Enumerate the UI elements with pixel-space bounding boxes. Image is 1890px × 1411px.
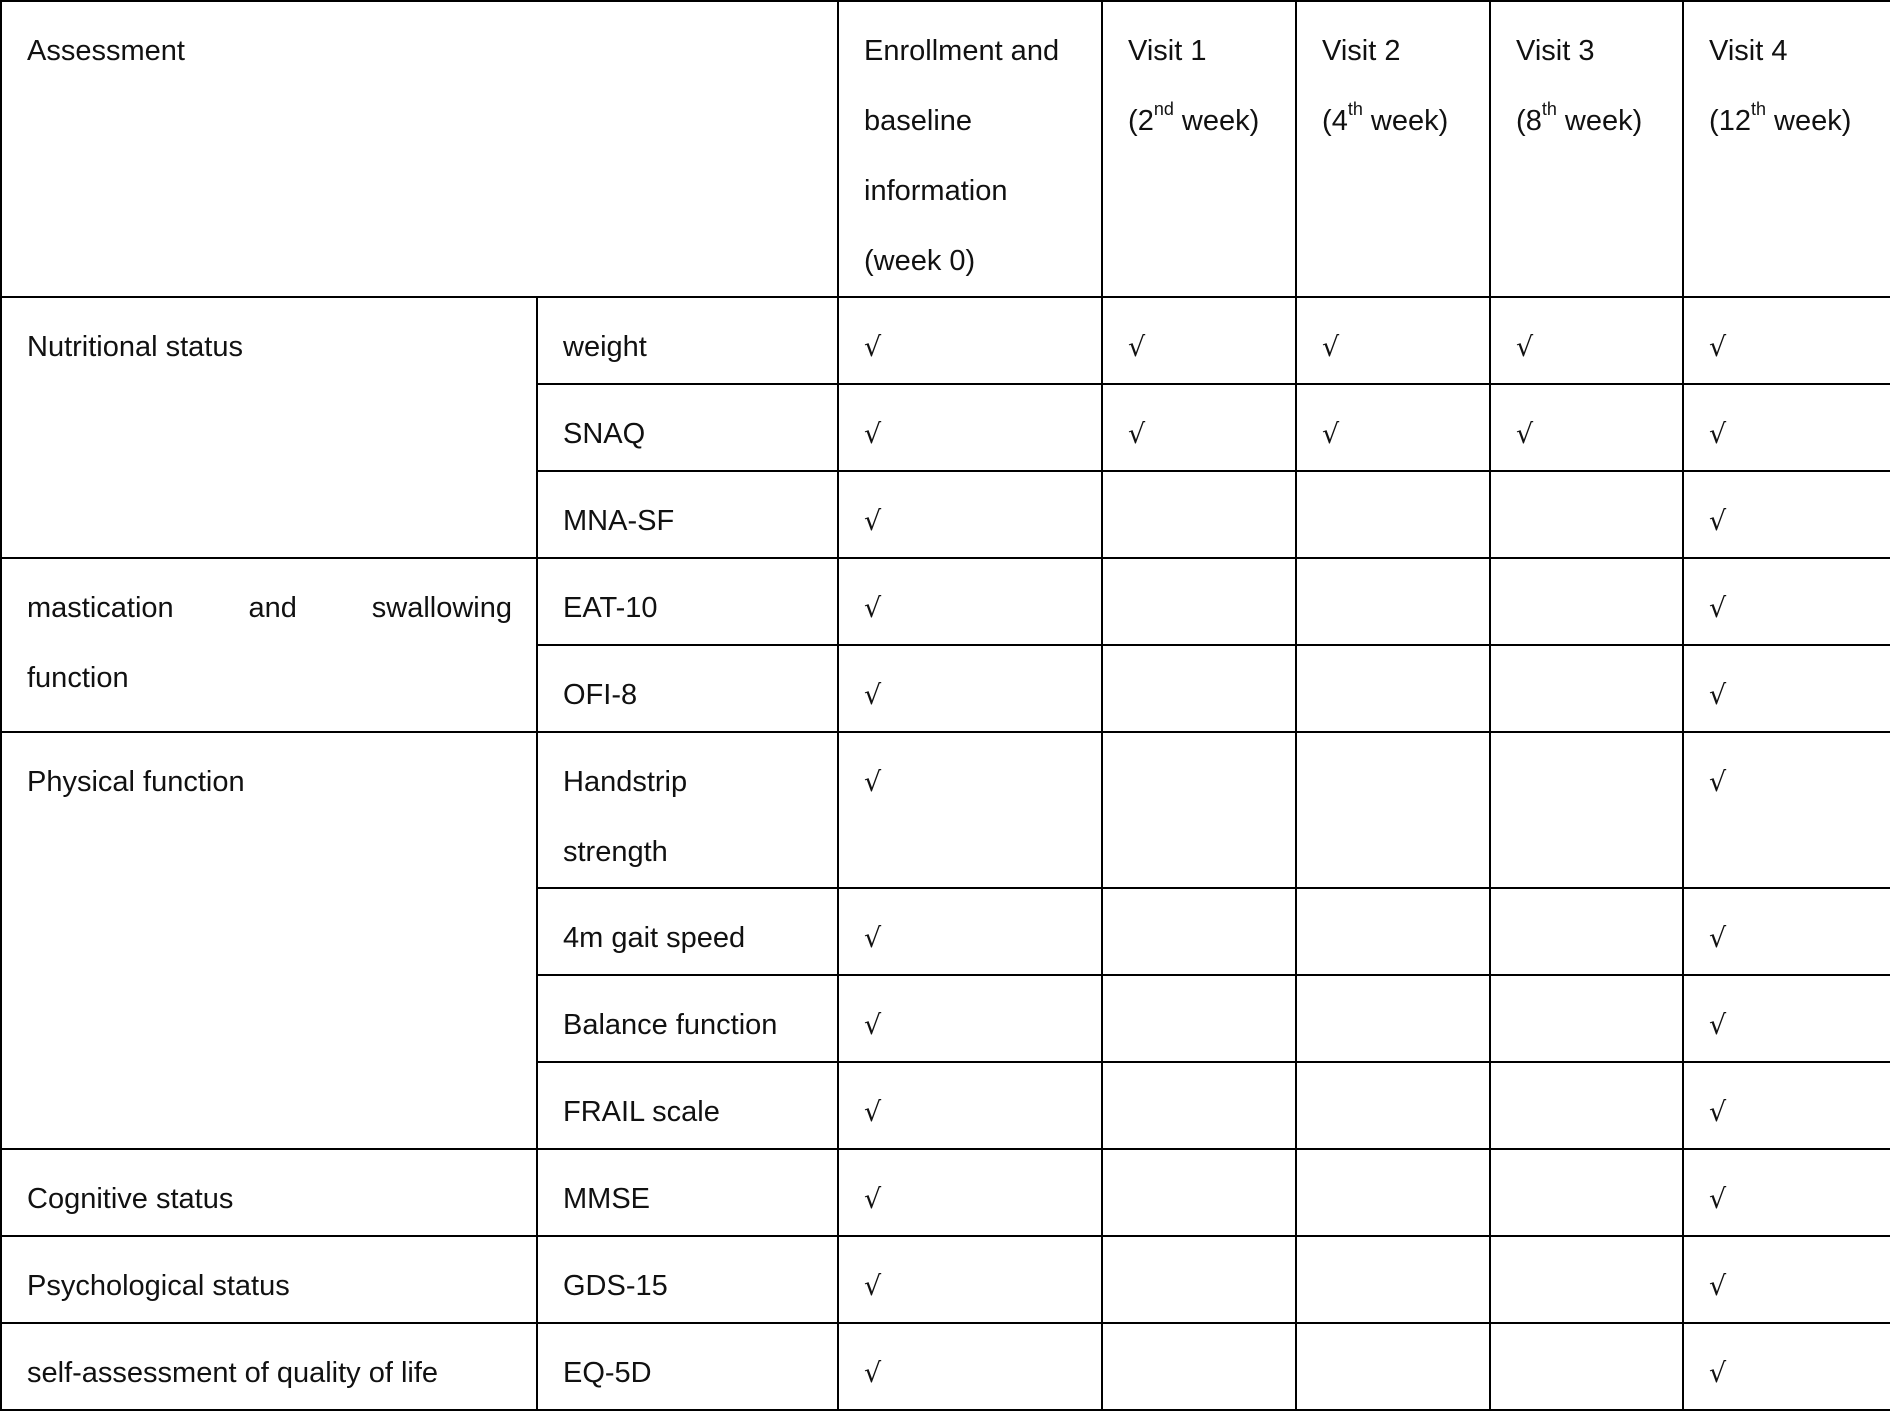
check-mark <box>838 1236 1102 1323</box>
check-mark <box>1683 645 1890 732</box>
empty-cell <box>1296 1149 1490 1236</box>
check-mark <box>1490 297 1683 384</box>
empty-cell <box>1102 1236 1296 1323</box>
check-mark <box>838 975 1102 1062</box>
check-mark-glyph: √ <box>1709 1010 1727 1041</box>
check-mark <box>1102 384 1296 471</box>
check-mark-glyph: √ <box>864 332 882 363</box>
empty-cell <box>1490 1236 1683 1323</box>
check-mark-glyph: √ <box>1128 332 1146 363</box>
empty-cell <box>1102 732 1296 888</box>
header-row <box>1 1 1890 297</box>
check-mark <box>838 558 1102 645</box>
empty-cell <box>1102 1062 1296 1149</box>
empty-cell <box>1296 975 1490 1062</box>
check-mark <box>838 471 1102 558</box>
category-cell: Physical function <box>1 732 537 1149</box>
category-cell: mastication and swallowing function <box>1 558 537 732</box>
check-mark-glyph: √ <box>1709 506 1727 537</box>
empty-cell <box>1296 1323 1490 1410</box>
empty-cell <box>1102 1323 1296 1410</box>
table-row <box>1 1149 1890 1236</box>
table-row <box>1 1323 1890 1410</box>
check-mark-glyph: √ <box>864 419 882 450</box>
table-row <box>1 1236 1890 1323</box>
check-mark <box>838 1062 1102 1149</box>
item-cell: GDS-15 <box>537 1236 838 1323</box>
check-mark <box>1683 384 1890 471</box>
check-mark-glyph: √ <box>1709 1097 1727 1128</box>
check-mark-glyph: √ <box>864 923 882 954</box>
empty-cell <box>1102 471 1296 558</box>
check-mark <box>1683 471 1890 558</box>
item-cell: FRAIL scale <box>537 1062 838 1149</box>
check-mark <box>838 888 1102 975</box>
item-cell: Balance function <box>537 975 838 1062</box>
check-mark-glyph: √ <box>1709 419 1727 450</box>
check-mark-glyph: √ <box>1709 767 1727 798</box>
check-mark-glyph: √ <box>1709 1271 1727 1302</box>
check-mark <box>838 732 1102 888</box>
empty-cell <box>1102 888 1296 975</box>
empty-cell <box>1102 645 1296 732</box>
check-mark <box>1683 975 1890 1062</box>
check-mark <box>1296 297 1490 384</box>
check-mark-glyph: √ <box>1516 332 1534 363</box>
check-mark <box>838 384 1102 471</box>
check-mark-glyph: √ <box>1709 332 1727 363</box>
check-mark <box>1683 297 1890 384</box>
header-visit-2: Visit 2 (4th week) <box>1296 1 1490 297</box>
check-mark-glyph: √ <box>1128 419 1146 450</box>
check-mark <box>1683 1323 1890 1410</box>
check-mark-glyph: √ <box>864 506 882 537</box>
item-cell: SNAQ <box>537 384 838 471</box>
header-enrollment: Enrollment and baseline information (week 0) <box>838 1 1102 297</box>
check-mark-glyph: √ <box>1322 419 1340 450</box>
category-cell: self-assessment of quality of life <box>1 1323 537 1410</box>
empty-cell <box>1296 558 1490 645</box>
check-mark <box>838 645 1102 732</box>
empty-cell <box>1102 1149 1296 1236</box>
empty-cell <box>1490 1062 1683 1149</box>
category-cell: Nutritional status <box>1 297 537 558</box>
check-mark-glyph: √ <box>864 1184 882 1215</box>
header-visit-3: Visit 3 (8th week) <box>1490 1 1683 297</box>
check-mark <box>1683 1236 1890 1323</box>
empty-cell <box>1490 558 1683 645</box>
check-mark <box>1683 1062 1890 1149</box>
empty-cell <box>1102 558 1296 645</box>
check-mark <box>838 1149 1102 1236</box>
check-mark-glyph: √ <box>1709 593 1727 624</box>
check-mark-glyph: √ <box>1709 680 1727 711</box>
check-mark-glyph: √ <box>864 767 882 798</box>
check-mark-glyph: √ <box>864 1097 882 1128</box>
check-mark <box>838 297 1102 384</box>
empty-cell <box>1296 471 1490 558</box>
check-mark-glyph: √ <box>864 1271 882 1302</box>
item-cell: Handstrip strength <box>537 732 838 888</box>
empty-cell <box>1490 888 1683 975</box>
check-mark <box>1683 558 1890 645</box>
empty-cell <box>1296 732 1490 888</box>
header-visit-4: Visit 4 (12th week) <box>1683 1 1890 297</box>
empty-cell <box>1490 1149 1683 1236</box>
check-mark-glyph: √ <box>864 1010 882 1041</box>
header-visit-1: Visit 1 (2nd week) <box>1102 1 1296 297</box>
item-cell: 4m gait speed <box>537 888 838 975</box>
check-mark <box>838 1323 1102 1410</box>
check-mark-glyph: √ <box>1709 1184 1727 1215</box>
check-mark-glyph: √ <box>1709 1358 1727 1389</box>
category-cell: Cognitive status <box>1 1149 537 1236</box>
item-cell: EAT-10 <box>537 558 838 645</box>
empty-cell <box>1102 975 1296 1062</box>
empty-cell <box>1296 1236 1490 1323</box>
check-mark-glyph: √ <box>1322 332 1340 363</box>
check-mark <box>1296 384 1490 471</box>
item-cell: weight <box>537 297 838 384</box>
empty-cell <box>1490 732 1683 888</box>
item-cell: MMSE <box>537 1149 838 1236</box>
check-mark-glyph: √ <box>1516 419 1534 450</box>
item-cell: EQ-5D <box>537 1323 838 1410</box>
check-mark <box>1683 1149 1890 1236</box>
empty-cell <box>1296 645 1490 732</box>
table-row <box>1 558 1890 645</box>
empty-cell <box>1296 888 1490 975</box>
empty-cell <box>1490 645 1683 732</box>
header-assessment: Assessment <box>1 1 838 297</box>
check-mark <box>1102 297 1296 384</box>
empty-cell <box>1490 975 1683 1062</box>
table-row <box>1 297 1890 384</box>
empty-cell <box>1490 471 1683 558</box>
table-row <box>1 732 1890 888</box>
item-cell: OFI-8 <box>537 645 838 732</box>
category-cell: Psychological status <box>1 1236 537 1323</box>
check-mark <box>1683 732 1890 888</box>
check-mark-glyph: √ <box>1709 923 1727 954</box>
check-mark-glyph: √ <box>864 1358 882 1389</box>
check-mark-glyph: √ <box>864 680 882 711</box>
empty-cell <box>1296 1062 1490 1149</box>
empty-cell <box>1490 1323 1683 1410</box>
check-mark <box>1683 888 1890 975</box>
check-mark-glyph: √ <box>864 593 882 624</box>
check-mark <box>1490 384 1683 471</box>
item-cell: MNA-SF <box>537 471 838 558</box>
